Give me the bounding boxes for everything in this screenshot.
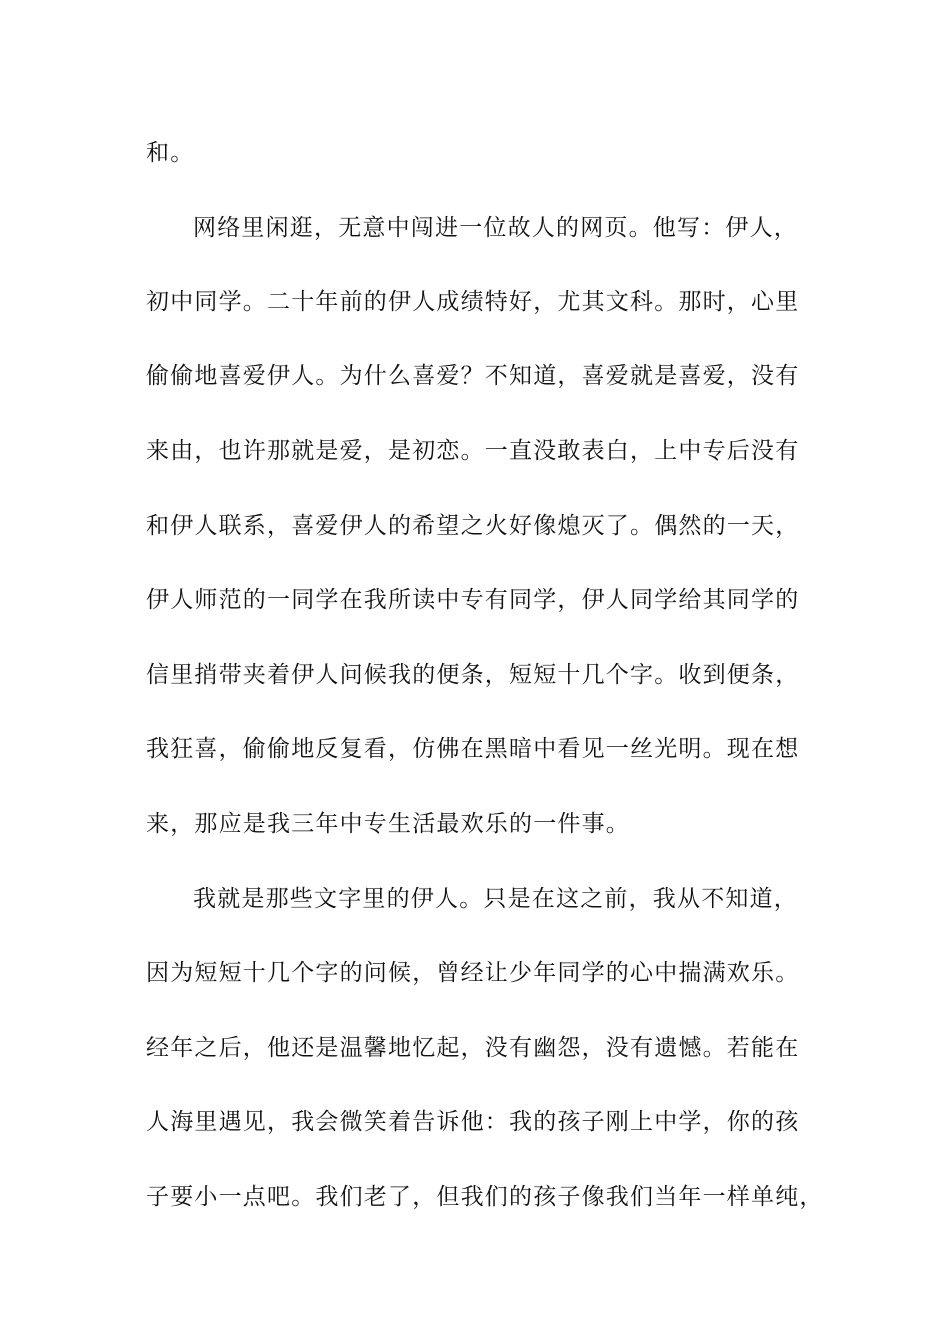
text-line: 和。	[146, 140, 195, 166]
text-line: 因为短短十几个字的问候，曾经让少年同学的心中揣满欢乐。	[146, 960, 800, 986]
text-line: 初中同学。二十年前的伊人成绩特好，尤其文科。那时，心里	[146, 289, 800, 315]
text-line: 我狂喜，偷偷地反复看，仿佛在黑暗中看见一丝光明。现在想	[146, 736, 800, 762]
text-line: 和伊人联系，喜爱伊人的希望之火好像熄灭了。偶然的一天，	[146, 513, 800, 539]
text-line: 伊人师范的一同学在我所读中专有同学，伊人同学给其同学的	[146, 587, 800, 613]
paragraph-start-line: 我就是那些文字里的伊人。只是在这之前，我从不知道，	[193, 886, 798, 912]
text-line: 子要小一点吧。我们老了，但我们的孩子像我们当年一样单纯，	[146, 1184, 824, 1210]
text-line: 人海里遇见，我会微笑着告诉他：我的孩子刚上中学，你的孩	[146, 1109, 800, 1135]
paragraph-start-line: 网络里闲逛，无意中闯进一位故人的网页。他写：伊人，	[193, 215, 798, 241]
text-line: 来由，也许那就是爱，是初恋。一直没敢表白，上中专后没有	[146, 438, 800, 464]
text-line: 偷偷地喜爱伊人。为什么喜爱？不知道，喜爱就是喜爱，没有	[146, 363, 800, 389]
text-line: 经年之后，他还是温馨地忆起，没有幽怨，没有遗憾。若能在	[146, 1035, 800, 1061]
text-line: 信里捎带夹着伊人问候我的便条，短短十几个字。收到便条，	[146, 662, 800, 688]
text-line: 来，那应是我三年中专生活最欢乐的一件事。	[146, 811, 630, 837]
